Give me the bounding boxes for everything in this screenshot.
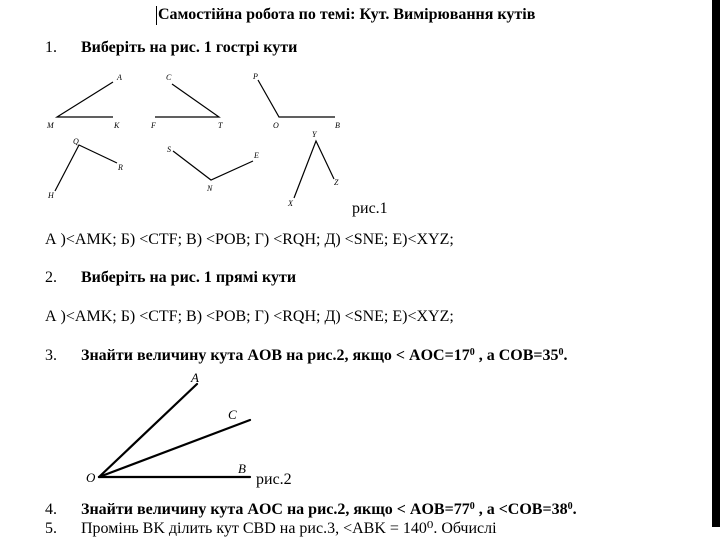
label-F: F	[151, 121, 156, 130]
task-text: Промінь BK ділить кут CBD на рис.3, <ABK = 140⁰. Обчислі	[81, 520, 497, 537]
label-C: C	[166, 73, 172, 82]
label-A: A	[191, 370, 199, 385]
label-H: H	[48, 191, 54, 200]
label-B: B	[335, 121, 340, 130]
label-A: A	[117, 73, 122, 82]
label-E: E	[254, 151, 259, 160]
label-Z: Z	[334, 178, 339, 187]
label-S: S	[167, 145, 171, 154]
task-number: 1.	[45, 39, 57, 56]
label-M: M	[47, 121, 54, 130]
ray-OA	[99, 384, 197, 477]
task-number: 3.	[45, 347, 57, 364]
task-text: Знайти величину кута AOC на рис.2, якщо < $AOB=77^0$ , $а <COB=38^0$.	[81, 501, 577, 518]
document-title: Самостійна робота по темі: Кут. Вимірювання кутів	[158, 6, 536, 23]
label-O: O	[273, 121, 279, 130]
label-B: B	[238, 461, 246, 476]
task-text: Виберіть на рис. 1 гострі кути	[81, 39, 298, 56]
answers-1: А )<AMK; Б) <CTF; В) <POB; Г) <RQH; Д) <SNE; Е)<XYZ;	[45, 231, 454, 248]
ray-OC	[99, 420, 250, 477]
task-number: 5.	[45, 520, 57, 537]
task-number: 2.	[45, 269, 57, 286]
task-text: Виберіть на рис. 1 прямі кути	[81, 269, 297, 286]
label-N: N	[207, 184, 213, 193]
label-O: O	[86, 470, 96, 485]
answers-2: А )<AMK; Б) <CTF; В) <POB; Г) <RQH; Д) <SNE; Е)<XYZ;	[45, 308, 454, 325]
label-Q: Q	[73, 137, 79, 146]
figure-1-caption: рис.1	[352, 200, 388, 217]
label-T: T	[218, 121, 223, 130]
label-X: X	[288, 199, 293, 208]
task-text: Знайти величину кута AOB на рис.2, якщо < $AOC=17^0$ , а $COB=35^0$.	[81, 347, 568, 364]
right-edge-bar	[712, 0, 720, 527]
label-C: C	[228, 407, 237, 422]
task-number: 4.	[45, 501, 57, 518]
label-P: P	[253, 72, 258, 81]
label-Y: Y	[312, 130, 317, 139]
figure-2-caption: рис.2	[256, 471, 292, 488]
label-K: K	[114, 121, 120, 130]
label-R: R	[118, 163, 123, 172]
